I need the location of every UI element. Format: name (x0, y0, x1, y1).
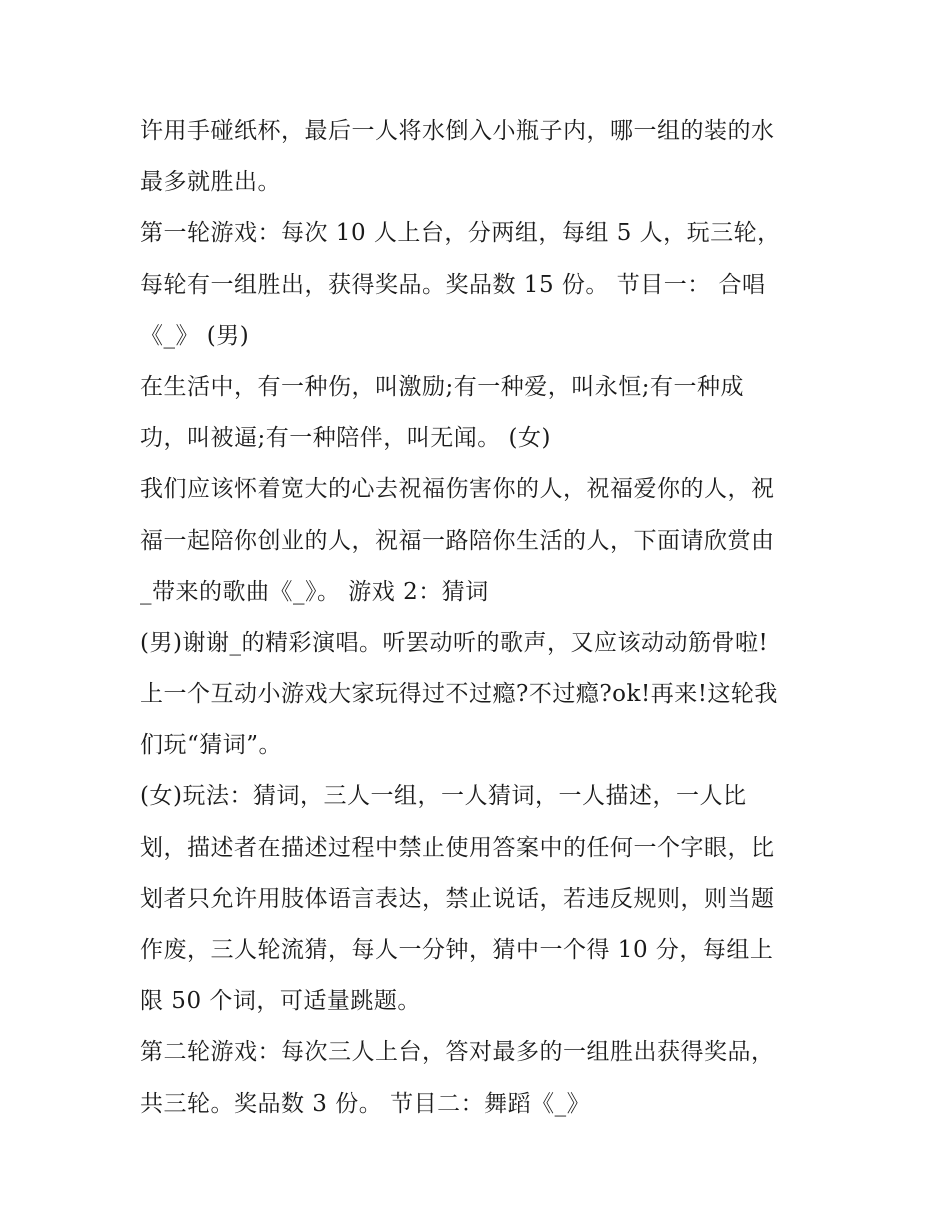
text-line: 每轮有一组胜出，获得奖品。奖品数 15 份。 节目一： 合唱 (140, 271, 766, 298)
text-line: 限 50 个词，可适量跳题。 (140, 988, 421, 1015)
text-line: 在生活中，有一种伤，叫激励;有一种爱，叫永恒;有一种成 (140, 373, 744, 400)
text-line: 们玩“猜词”。 (140, 732, 283, 759)
text-line: 我们应该怀着宽大的心去祝福伤害你的人，祝福爱你的人，祝 (140, 476, 775, 503)
text-line: _带来的歌曲《_》。 游戏 2：猜词 (140, 578, 489, 605)
text-line: 共三轮。奖品数 3 份。 节目二：舞蹈《_》 (140, 1090, 591, 1117)
text-line: 第一轮游戏：每次 10 人上台，分两组，每组 5 人，玩三轮， (140, 220, 781, 247)
text-line: 功，叫被逼;有一种陪伴，叫无闻。 (女) (140, 425, 552, 452)
text-line: 作废，三人轮流猜，每人一分钟，猜中一个得 10 分，每组上 (140, 937, 774, 963)
text-line: 划者只允许用肢体语言表达，禁止说话，若违反规则，则当题 (140, 885, 775, 912)
text-line: 划，描述者在描述过程中禁止使用答案中的任何一个字眼，比 (140, 834, 775, 861)
text-line: 《_》 (男) (140, 322, 250, 349)
body-text (140, 106, 820, 1130)
text-line: (女)玩法：猜词，三人一组，一人猜词，一人描述，一人比 (140, 783, 747, 810)
text-line: 第二轮游戏：每次三人上台，答对最多的一组胜出获得奖品， (140, 1039, 775, 1066)
text-line: 许用手碰纸杯，最后一人将水倒入小瓶子内，哪一组的装的水 (140, 118, 775, 144)
text-line: 福一起陪你创业的人，祝福一路陪你生活的人，下面请欣赏由 (140, 527, 775, 554)
text-line: 上一个互动小游戏大家玩得过不过瘾?不过瘾?ok!再来!这轮我 (140, 681, 778, 708)
text-line: 最多就胜出。 (140, 169, 281, 196)
text-line: (男)谢谢_的精彩演唱。听罢动听的歌声，又应该动动筋骨啦! (140, 629, 769, 656)
